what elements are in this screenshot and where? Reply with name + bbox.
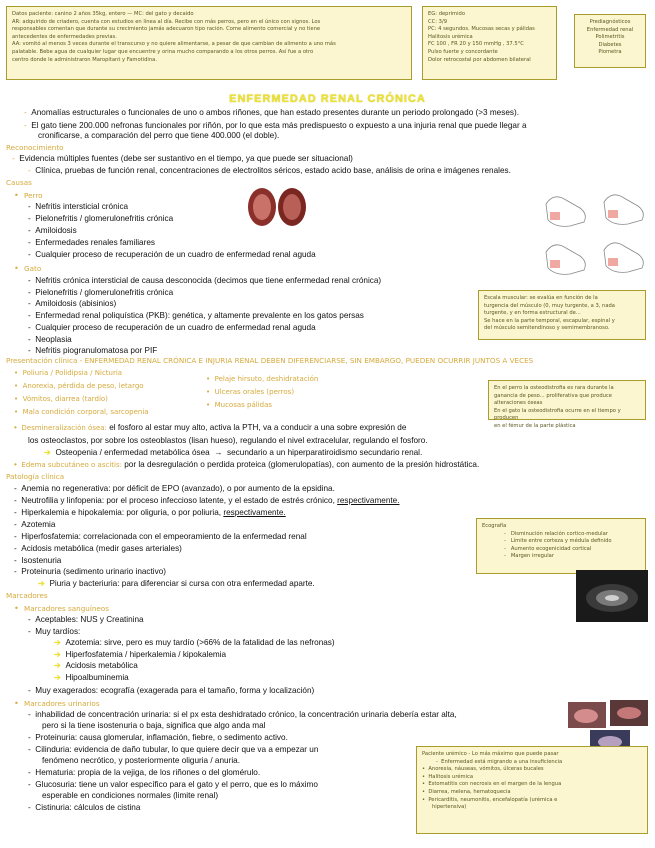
note-line: En el gato la osteodistrofia ocurre en el tiempo y producen <box>494 407 621 422</box>
note-line: turgencia del músculo (0, muy turgente, a 3, nada <box>484 302 615 309</box>
note-title: Ecografía <box>482 523 507 529</box>
list-item: - Neutrofilia y linfopenia: por el proceso infeccioso latente, y el estado de estrés crónico, respectivamente. <box>14 496 400 505</box>
note-line: • Pericarditis, neumonitis, encefalopatía (urémica e <box>422 796 558 803</box>
list-item: • Poliuria / Polidipsia / Nicturia <box>14 369 123 377</box>
subheading-sanguineos: • Marcadores sanguíneos <box>14 603 109 613</box>
list-item: - Enfermedades renales familiares <box>28 238 155 247</box>
note-line: ganancia de peso... proliferativa que produce alteraciones óseas <box>494 392 612 407</box>
list-item-cont: fenómeno necrótico, y posteriormente oliguria / anuria. <box>42 756 240 765</box>
note-line: • Estomatitis con necrosis en el margen de la lengua <box>422 781 562 788</box>
list-item: - Clínica, pruebas de función renal, concentraciones de electrolitos séricos, estado acido base, análisis de orina e imágenes renales. <box>28 166 511 175</box>
list-item: ➔ Hiperfosfatemia / hiperkalemia / kipokalemia <box>54 650 227 659</box>
note-line: Prediagnósticos <box>589 19 631 25</box>
list-item: - Hiperkalemia e hipokalemia: por oliguria, o por poliuria, respectivamente. <box>14 508 286 517</box>
list-item: - Acidosis metabólica (medir gases arteriales) <box>14 544 182 553</box>
list-item: - Cualquier proceso de recuperación de un cuadro de enfermedad renal aguda <box>28 323 316 332</box>
ultrasound-note <box>476 518 646 574</box>
list-item: - Hiperfosfatemia: correlacionada con el empeoramiento de la enfermedad renal <box>14 532 307 541</box>
note-line: Enfermedad renal <box>586 26 634 33</box>
note-line: En el perro la osteodistrofia es rara durante la <box>494 385 614 391</box>
list-item: - Muy exagerados: ecografía (exagerada para el tamaño, forma y localización) <box>28 686 315 695</box>
list-item: - Amiloidosis <box>28 226 77 235</box>
list-item: - Hematuria: propia de la vejiga, de los riñones o del glomérulo. <box>28 768 261 777</box>
kidney-photo <box>246 186 308 228</box>
list-item: - Enfermedad renal poliquística (PKB): genética, y altamente prevalente en los gatos persas <box>28 311 364 320</box>
subheading-urinarios: • Marcadores urinarios <box>14 698 100 708</box>
case-notes-box <box>6 6 412 80</box>
list-item-cont: pero si la tiene isostenuria o baja, significa que algo anda mal <box>42 721 266 730</box>
list-item: - Nefritis intersticial crónica <box>28 202 129 211</box>
section-heading-causas: Causas <box>6 178 32 187</box>
intro-line: cronificarse, a comparación del perro que tiene 400.000 (el doble). <box>38 131 280 140</box>
note-line: turgente, y en forma estructural de... <box>484 310 581 317</box>
note-line: EG: deprimido <box>428 11 466 17</box>
edema-line: • Edema subcutáneo o ascitis: por la desregulación o perdida proteica (glomerulopatías), con aumento de la presión hidrostática. <box>14 460 480 469</box>
note-line: en el fémur de la parte plástica <box>494 422 576 429</box>
note-line: • Anorexia, náuseas, vómitos, úlceras bucales <box>422 766 544 773</box>
note-line: AR: adquirido de criadero, cuenta con estudios en línea al día. Recibe con más perros, pero en el único con signos. Los <box>12 18 321 25</box>
list-item: ➔ Azotemia: sirve, pero es muy tardío (>66% de la fatalidad de las nefronas) <box>54 638 335 647</box>
list-item: - Proteinuria: causa glomerular, inflamación, fiebre, o sedimento activo. <box>28 733 288 742</box>
desmineralizacion-line: los osteoclastos, por sobre los osteoblastos (lisan hueso), regulando el nivel extracelular, regulando el fosforo. <box>28 436 428 445</box>
list-item: • Pelaje hirsuto, deshidratación <box>206 375 319 383</box>
list-item: • Mucosas pálidas <box>206 401 273 409</box>
note-line: FC 100 , FR 20 y 150 mmHg , 37.5°C <box>428 41 524 48</box>
note-line: Polimetritis <box>595 34 625 41</box>
note-line: AA: vomitó al menos 3 veces durante el transcurso y no quiere alimentarse, a pesar de que cambian de alimento a uno más <box>12 41 336 48</box>
uremic-patient-note <box>416 746 648 834</box>
list-item: - Muy tardíos: <box>28 627 81 636</box>
note-line: Pulso fuerte y concordante <box>428 48 498 55</box>
list-item: - Isostenuria <box>14 556 62 565</box>
cat-muscle-diagram <box>528 182 650 287</box>
list-item: - Anemia no regenerativa: por déficit de EPO (avanzado), o por aumento de la epsidina. <box>14 484 335 493</box>
note-line: - Margen irregular <box>504 553 554 560</box>
intro-line: - Anomalías estructurales o funcionales de uno o ambos riñones, que han estado presentes durante un periodo prolongado (>3 meses). <box>24 108 519 117</box>
note-line: Datos paciente: canino 2 años 35kg, entero — MC: del gato y decaido <box>12 11 194 17</box>
list-item: • Ulceras orales (perros) <box>206 388 295 396</box>
osteopenia-line: ➔ Osteopenia / enfermedad metabólica ósea → secundario a un hiperparatiroidismo secundario renal. <box>44 448 423 457</box>
list-item: - Nefritis piogranulomatosa por PIF <box>28 346 158 355</box>
list-item: - Glucosuria: tiene un valor específico para el gato y el perro, que es lo máximo <box>28 780 318 789</box>
prediagnosis-box <box>574 14 646 68</box>
list-item: - Nefritis crónica intersticial de causa desconocida (decimos que tiene enfermedad renal crónica) <box>28 276 382 285</box>
right-arrow-icon: ➔ <box>54 661 61 670</box>
list-item: - Aceptables: NUS y Creatinina <box>28 615 144 624</box>
section-heading-marcadores: Marcadores <box>6 591 48 600</box>
note-line: Dolor retrocostal por abdomen bilateral <box>428 56 531 63</box>
list-item: - Cistinuria: cálculos de cistina <box>28 803 141 812</box>
section-heading-presentacion: Presentación clínica - ENFERMEDAD RENAL CRÓNICA E INJURIA RENAL DEBEN DIFERENCIARSE, SIN EMBARGO, PUEDEN OCURRIR JUNTOS A VECES <box>6 356 534 365</box>
note-line: PC: 4 segundos. Mucosas secas y pálidas <box>428 26 535 33</box>
list-item: - Cilinduria: evidencia de daño tubular, lo que quiere decir que va a empezar un <box>28 745 319 754</box>
note-line: hipertensiva) <box>432 804 467 811</box>
list-item: - inhabilidad de concentración urinaria: si el px esta deshidratado crónico, la concentración urinaria debería estar alta, <box>28 710 457 719</box>
list-item: - Amiloidosis (abisinios) <box>28 299 117 308</box>
right-arrow-icon: ➔ <box>54 638 61 647</box>
note-title: Paciente urémico - Lo más máximo que puede pasar <box>422 751 559 757</box>
list-item: - Pielonefritis / glomerulonefritis crónica <box>28 214 174 223</box>
right-arrow-icon: ➔ <box>54 673 61 682</box>
exam-notes-box <box>422 6 557 80</box>
piuria-line: ➔ Piuria y bacteriuria: para diferenciar si cursa con otra enfermedad aparte. <box>38 579 315 588</box>
ultrasound-image <box>576 570 648 622</box>
list-item: • Vómitos, diarrea (tardío) <box>14 395 108 403</box>
note-line: responsables comentan que durante su crecimiento jamás adecuaron tipo ración. Come alimento comercial y no tiene <box>12 26 321 33</box>
list-item: - Cualquier proceso de recuperación de un cuadro de enfermedad renal aguda <box>28 250 316 259</box>
note-line: Halitosis urémica <box>428 33 473 40</box>
section-heading-reconocimiento: Reconocimiento <box>6 143 64 152</box>
list-item: - Proteinuria (sedimento urinario inactivo) <box>14 567 166 576</box>
list-item: • Anorexia, pérdida de peso, letargo <box>14 382 144 390</box>
note-line: - Disminución relación cortico-medular <box>504 530 608 537</box>
note-line: del músculo semitendinoso y semimembranoso. <box>484 325 610 332</box>
note-line: antecedentes de enfermedades previas. <box>12 33 117 40</box>
list-item-cont: esperable en condiciones normales (limite renal) <box>42 791 219 800</box>
list-item: - Neoplasia <box>28 335 72 344</box>
section-heading-patologia: Patología clínica <box>6 472 65 481</box>
subheading-gato: • Gato <box>14 263 42 273</box>
osteodystrophy-note <box>488 380 646 429</box>
note-line: • Diarrea, melena, hematoquecia <box>422 788 511 795</box>
note-line: Piometra <box>598 49 622 56</box>
note-line: - Enfermedad está migrando a una insuficiencia <box>436 758 563 765</box>
list-item: - Pielonefritis / glomerulonefritis crónica <box>28 288 174 297</box>
desmineralizacion-line: • Desmineralización ósea: el fosforo al estar muy alto, activa la PTH, va a conducir a una sobre expresión de <box>14 423 407 432</box>
list-item: ➔ Acidosis metabólica <box>54 661 138 670</box>
note-line: palatable. Bebe agua de cualquier lugar que encuentre y orina mucho comparando a los otros perros. Así fue a otro <box>12 48 314 55</box>
note-line: • Halitosis urémica <box>422 773 474 780</box>
list-item: - Azotemia <box>14 520 56 529</box>
subheading-perro: • Perro <box>14 190 43 200</box>
note-line: Diabetes <box>598 41 622 48</box>
right-arrow-icon: ➔ <box>54 650 61 659</box>
list-item: • Mala condición corporal, sarcopenia <box>14 408 149 416</box>
right-arrow-icon: ➔ <box>38 579 45 588</box>
muscle-scale-note <box>478 290 646 340</box>
list-item: ➔ Hipoalbuminemia <box>54 673 129 682</box>
page-title: ENFERMEDAD RENAL CRÓNICA <box>229 93 426 105</box>
list-item: - Evidencia múltiples fuentes (debe ser sustantivo en el tiempo, ya que puede ser situacional) <box>12 154 353 163</box>
note-line: centro donde le administraron Maropitant y Famotidina. <box>12 56 157 63</box>
note-line: CC: 3/9 <box>428 18 447 25</box>
note-line: - Límite entre corteza y médula definido <box>504 538 612 545</box>
note-line: - Aumento ecogenicidad cortical <box>504 545 592 552</box>
intro-line: - El gato tiene 200.000 nefronas funcionales por riñón, por lo que esta más predispuesto o expuesto a una injuria renal que puede llegar a <box>24 121 527 130</box>
note-line: Se hace en la parte temporal, escapular, espinal y <box>484 317 615 324</box>
right-arrow-icon: ➔ <box>44 448 51 457</box>
note-line: Escala muscular: se evalúa en función de la <box>484 295 598 301</box>
